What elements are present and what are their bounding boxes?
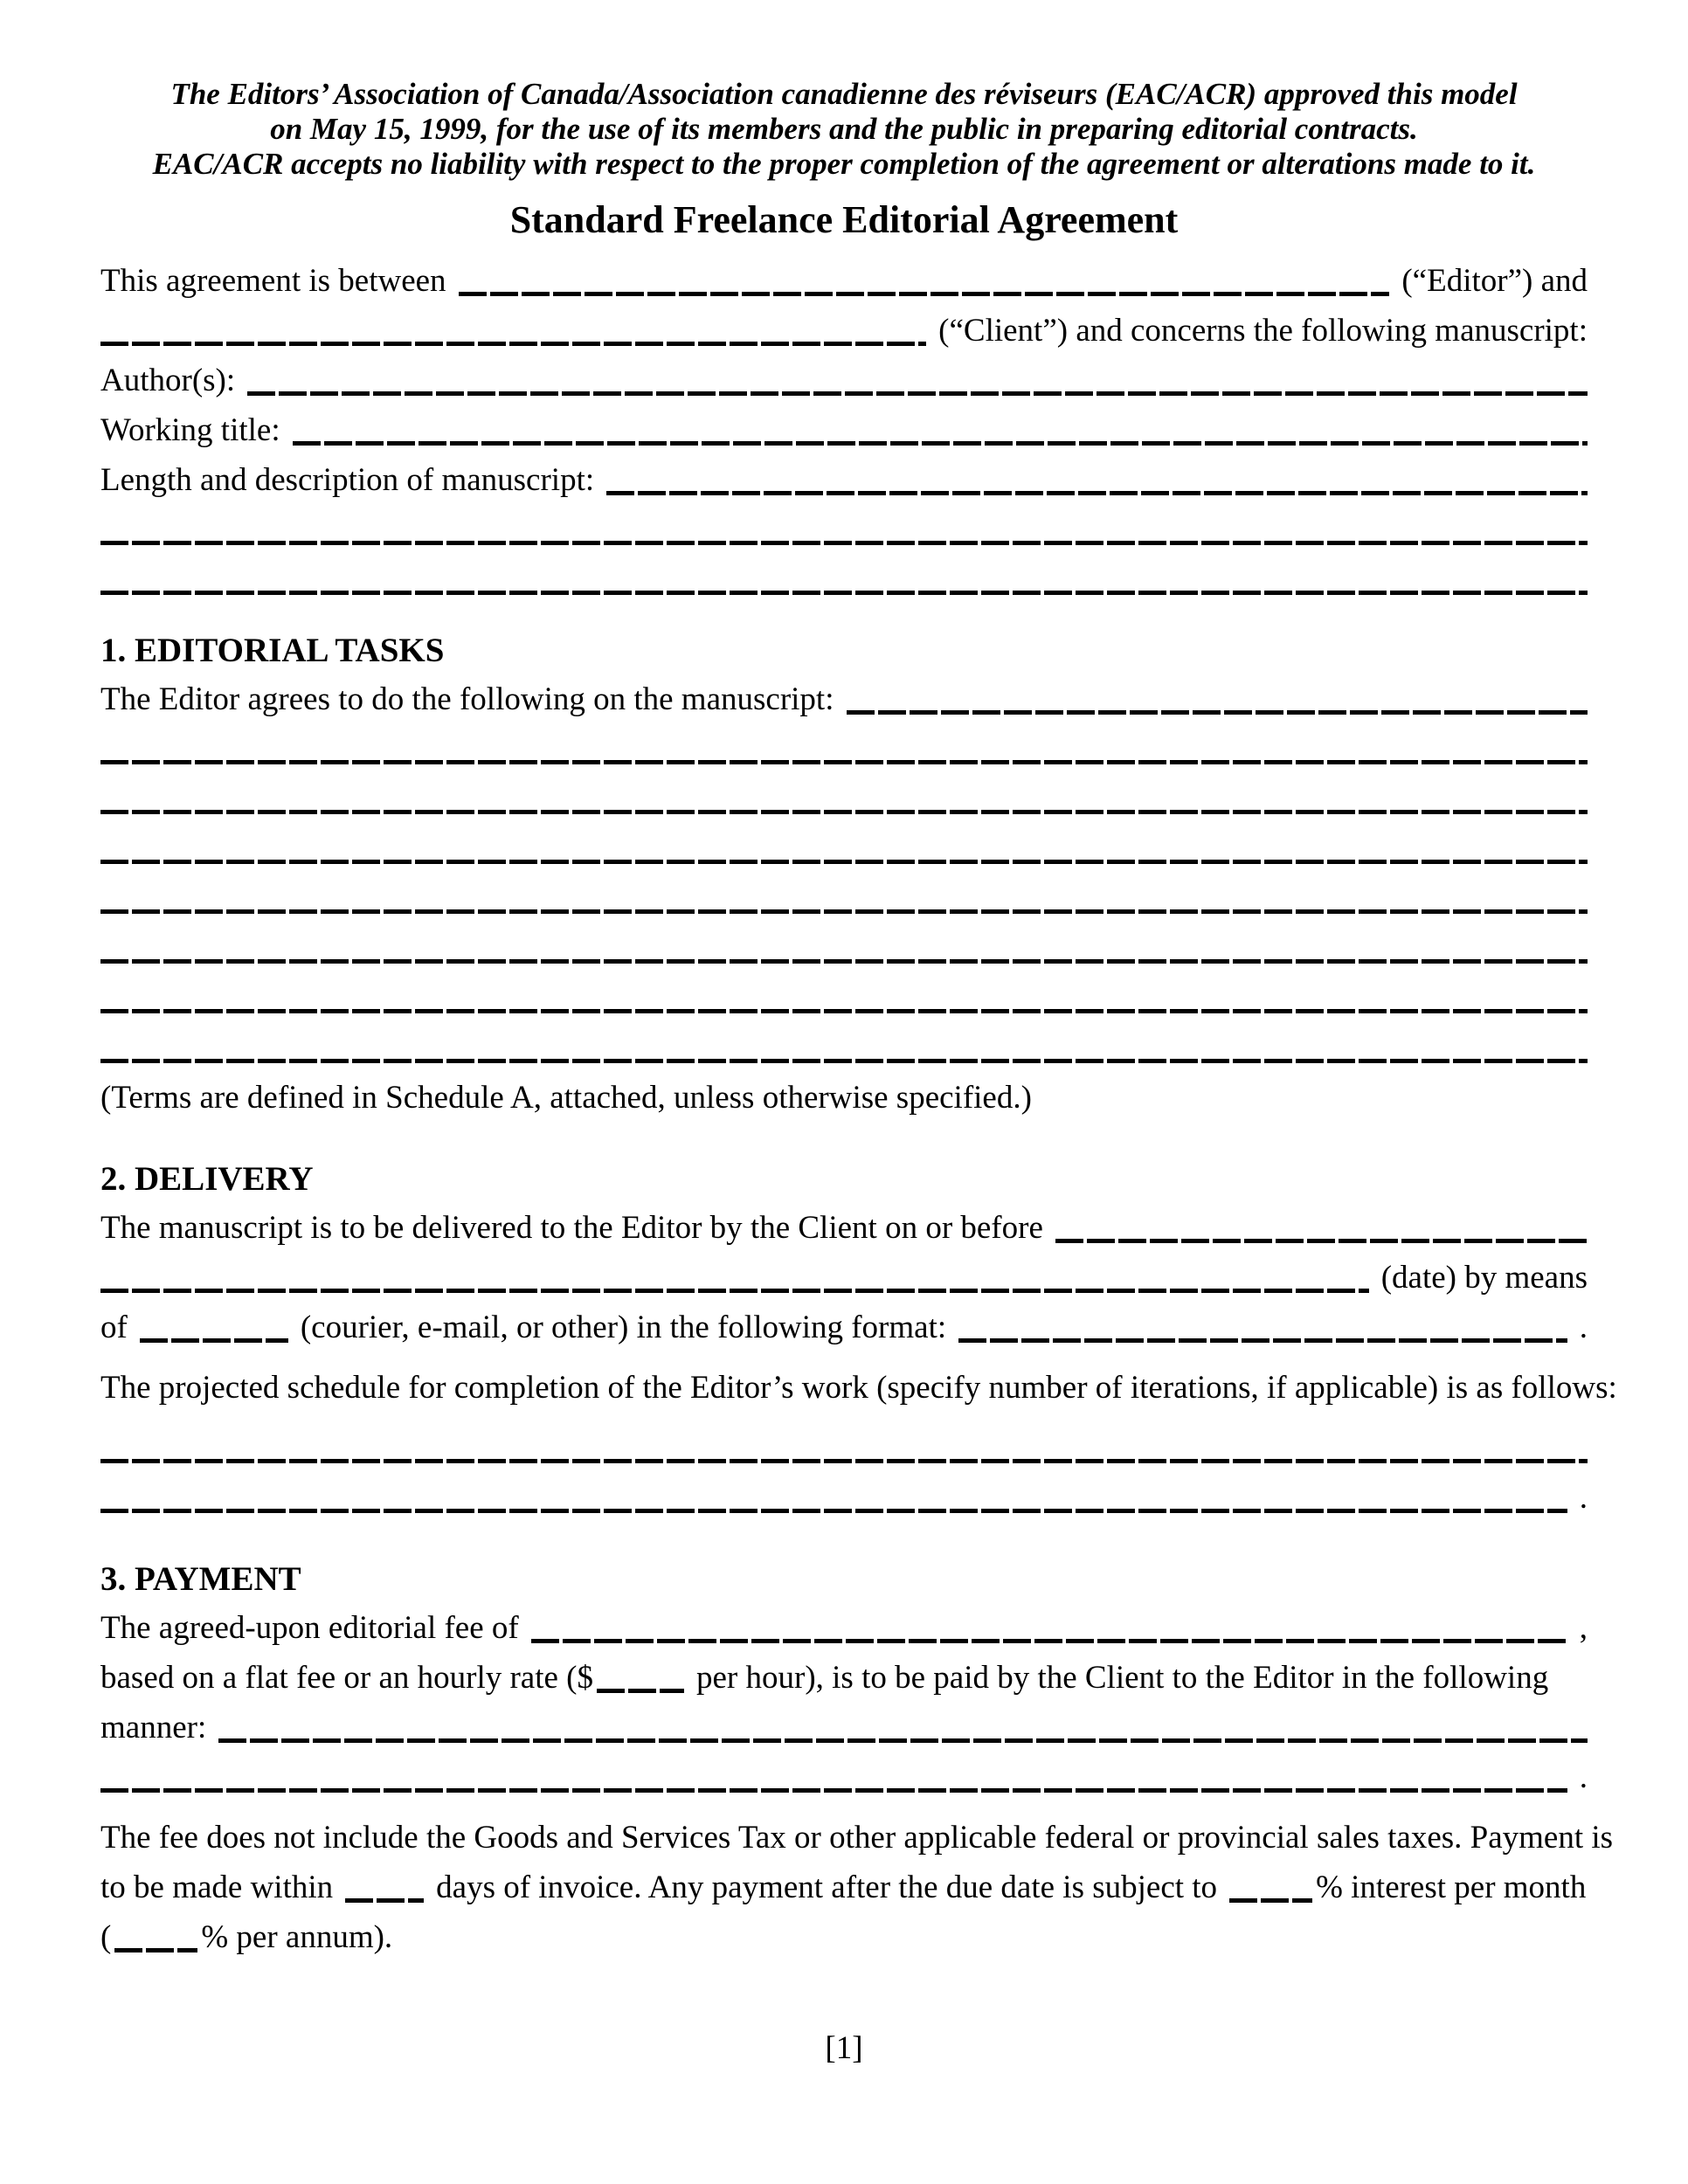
- row-parties-editor: [100, 252, 1588, 301]
- delivery-before-label: The manuscript is to be delivered to the Editor by the Client on or before: [100, 1210, 1043, 1246]
- interest-annum-field[interactable]: [114, 1948, 197, 1952]
- delivery-date-suffix: (date) by means: [1380, 1260, 1588, 1296]
- row-description-extra-1: [100, 501, 1588, 550]
- rate-post-label: per hour), is to be paid by the Client to the Editor in the following: [696, 1660, 1549, 1696]
- manner-label: manner:: [100, 1710, 207, 1745]
- delivery-format-field[interactable]: [958, 1338, 1567, 1343]
- tax-line-2-mid: days of invoice. Any payment after the due date is subject to: [436, 1870, 1218, 1905]
- row-schedule-blank-2: [100, 1469, 1588, 1518]
- schedule-field-1[interactable]: [100, 1459, 1588, 1463]
- hourly-rate-field[interactable]: [597, 1689, 684, 1693]
- disclaimer-line-1: The Editors’ Association of Canada/Association canadienne des réviseurs (EAC/ACR) approved this model: [170, 77, 1518, 111]
- row-tax-2: [100, 1858, 1588, 1908]
- section-heading-editorial-tasks: 1. EDITORIAL TASKS: [100, 632, 445, 669]
- tax-line-1: The fee does not include the Goods and Services Tax or other applicable federal or provincial sales taxes. Payment is: [100, 1820, 1614, 1856]
- between-label: This agreement is between: [100, 263, 446, 299]
- row-editorial-blank-7: [100, 1019, 1588, 1068]
- editorial-tasks-field-1[interactable]: [847, 710, 1588, 715]
- fee-field[interactable]: [531, 1639, 1567, 1643]
- rate-pre-label: based on a flat fee or an hourly rate ($: [100, 1660, 593, 1696]
- row-editorial-blank-4: [100, 869, 1588, 919]
- section-heading-payment: 3. PAYMENT: [100, 1560, 301, 1598]
- row-annum: [100, 1908, 1588, 1958]
- client-name-field[interactable]: [100, 342, 926, 346]
- editorial-tasks-field-6[interactable]: [100, 959, 1588, 964]
- row-fee: [100, 1599, 1588, 1648]
- delivery-format-label: (courier, e-mail, or other) in the following format:: [300, 1310, 947, 1345]
- row-delivery-date: [100, 1248, 1588, 1298]
- row-schedule-lead: [100, 1358, 1617, 1408]
- schedule-field-2[interactable]: [100, 1509, 1567, 1513]
- schedule-lead-label: The projected schedule for completion of the Editor’s work (specify number of iterations, if applicable) is as follows:: [100, 1370, 1617, 1406]
- section-heading-delivery: 2. DELIVERY: [100, 1160, 314, 1198]
- row-rate: [100, 1648, 1588, 1698]
- editorial-tasks-field-2[interactable]: [100, 760, 1588, 764]
- row-terms-note: [100, 1068, 1588, 1118]
- disclaimer-line-2: on May 15, 1999, for the use of its members and the public in preparing editorial contracts.: [270, 112, 1418, 146]
- client-suffix: (“Client”) and concerns the following manuscript:: [938, 313, 1588, 349]
- annum-pre: (: [100, 1919, 112, 1955]
- authors-field[interactable]: [247, 391, 1588, 396]
- schedule-period: .: [1579, 1480, 1588, 1516]
- page-number: [1]: [825, 2030, 863, 2066]
- row-manner: [100, 1698, 1588, 1748]
- row-editorial-blank-1: [100, 720, 1588, 770]
- page-title: Standard Freelance Editorial Agreement: [509, 198, 1179, 241]
- interest-month-field[interactable]: [1229, 1898, 1312, 1903]
- editorial-tasks-field-8[interactable]: [100, 1059, 1588, 1063]
- row-authors: [100, 351, 1588, 401]
- row-description-extra-2: [100, 550, 1588, 600]
- editorial-tasks-field-7[interactable]: [100, 1009, 1588, 1013]
- editorial-tasks-field-4[interactable]: [100, 860, 1588, 864]
- row-working-title: [100, 401, 1588, 451]
- row-delivery-before: [100, 1199, 1588, 1248]
- editorial-lead-label: The Editor agrees to do the following on the manuscript:: [100, 681, 834, 717]
- delivery-date-field-2[interactable]: [100, 1289, 1369, 1293]
- manner-field-2[interactable]: [100, 1788, 1567, 1793]
- delivery-of-label: of: [100, 1310, 128, 1345]
- manner-field-1[interactable]: [218, 1738, 1588, 1743]
- editor-suffix: (“Editor”) and: [1401, 263, 1588, 299]
- length-label: Length and description of manuscript:: [100, 462, 595, 498]
- row-delivery-means: [100, 1298, 1588, 1348]
- editorial-tasks-field-5[interactable]: [100, 909, 1588, 914]
- delivery-format-period: .: [1579, 1310, 1588, 1345]
- editorial-tasks-field-3[interactable]: [100, 810, 1588, 814]
- row-schedule-blank-1: [100, 1419, 1588, 1469]
- tax-line-2-pre: to be made within: [100, 1870, 334, 1905]
- row-editorial-blank-6: [100, 969, 1588, 1019]
- authors-label: Author(s):: [100, 363, 236, 398]
- length-description-field[interactable]: [606, 491, 1588, 495]
- disclaimer: [100, 77, 1588, 182]
- editor-name-field[interactable]: [459, 292, 1390, 296]
- fee-label: The agreed-upon editorial fee of: [100, 1610, 519, 1646]
- fee-comma: ,: [1579, 1610, 1588, 1646]
- row-length-description: [100, 451, 1588, 501]
- days-of-invoice-field[interactable]: [345, 1898, 424, 1903]
- disclaimer-line-3: EAC/ACR accepts no liability with respect to the proper completion of the agreement or alterations made to it.: [152, 147, 1536, 181]
- description-extra-field-1[interactable]: [100, 541, 1588, 545]
- tax-line-2-post: % interest per month: [1316, 1870, 1587, 1905]
- row-editorial-blank-3: [100, 819, 1588, 869]
- delivery-means-field[interactable]: [140, 1338, 288, 1343]
- working-title-label: Working title:: [100, 412, 280, 448]
- row-editorial-blank-5: [100, 919, 1588, 969]
- annum-post: % per annum).: [201, 1919, 393, 1955]
- terms-note: (Terms are defined in Schedule A, attached, unless otherwise specified.): [100, 1080, 1032, 1116]
- row-editorial-blank-2: [100, 770, 1588, 819]
- row-parties-client: [100, 301, 1588, 351]
- row-manner-blank: [100, 1748, 1588, 1798]
- description-extra-field-2[interactable]: [100, 591, 1588, 595]
- row-editorial-lead: [100, 670, 1588, 720]
- working-title-field[interactable]: [293, 441, 1588, 446]
- manner-period: .: [1579, 1759, 1588, 1795]
- row-tax-1: [100, 1808, 1614, 1858]
- delivery-date-field-1[interactable]: [1055, 1239, 1588, 1243]
